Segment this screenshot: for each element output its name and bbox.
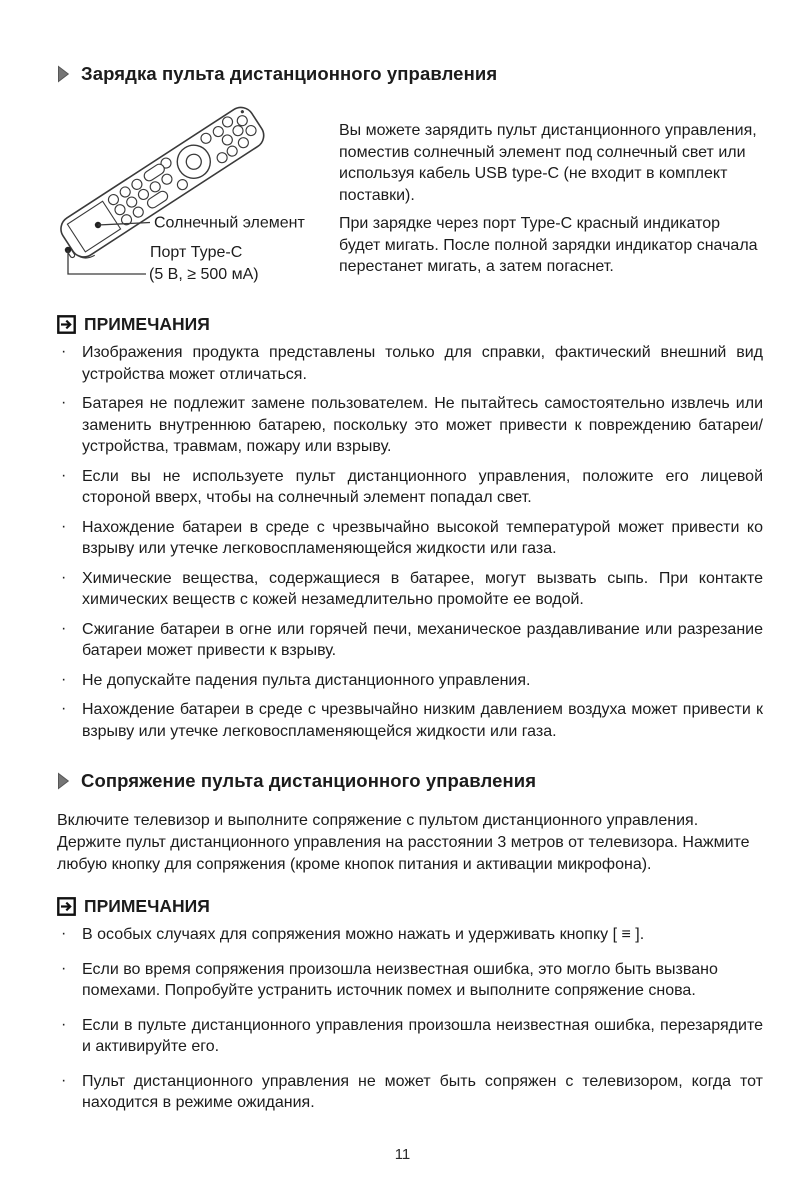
pairing-paragraph: Включите телевизор и выполните сопряжение с пультом дистанционного управления. Держите пульт дистанционного управления на расстоянии 3 метров от телевизора. Нажмите любую кнопку для сопряжения (кроме кнопок питания и активации микрофона). bbox=[57, 812, 750, 873]
pairing-notes-list bbox=[57, 924, 763, 1114]
bullet-marker: · bbox=[61, 394, 67, 411]
note-text: Нахождение батареи в среде с чрезвычайно низким давлением воздуха может привести к взрыву или утечке легковоспламеняющейся жидкости или газа. bbox=[82, 701, 763, 740]
section-marker-icon bbox=[57, 772, 70, 790]
port-spec-label: (5 В, ≥ 500 мА) bbox=[149, 266, 259, 283]
bullet-marker: · bbox=[61, 343, 67, 360]
bullet-marker: · bbox=[61, 959, 67, 977]
section-charging bbox=[57, 63, 763, 742]
bullet-marker: · bbox=[61, 1015, 67, 1033]
bullet-marker: · bbox=[61, 1071, 67, 1089]
note-text: Если вы не используете пульт дистанционного управления, положите его лицевой стороной вверх, чтобы на солнечный элемент попадал свет. bbox=[82, 467, 763, 506]
note-text: Изображения продукта представлены только для справки, фактический внешний вид устройства может отличаться. bbox=[82, 344, 763, 383]
port-label: Порт Type-C bbox=[150, 244, 243, 261]
remote-control-drawing bbox=[52, 102, 270, 266]
charging-paragraph-1: Вы можете зарядить пульт дистанционного управления, поместив солнечный элемент под солнечный свет или используя кабель USB type-C (не входит в комплект поставки). bbox=[339, 122, 757, 204]
note-item bbox=[57, 1071, 763, 1114]
remote-control-figure bbox=[50, 99, 330, 294]
charging-description bbox=[330, 99, 763, 294]
section-title: Зарядка пульта дистанционного управления bbox=[81, 63, 498, 84]
note-item bbox=[57, 393, 763, 458]
section-charging-header bbox=[57, 63, 763, 85]
notes-header bbox=[57, 896, 763, 917]
page-number: 11 bbox=[394, 1146, 411, 1163]
note-text: Если во время сопряжения произошла неизвестная ошибка, это могло быть вызвано помехами. Попробуйте устранить источник помех и выполните сопряжение снова. bbox=[82, 960, 718, 999]
note-text: Батарея не подлежит замене пользователем. Не пытайтесь самостоятельно извлечь или заменить внутреннюю батарею, поскольку это может привести к повреждению батареи/устройства, травмам, пожару или взрыву. bbox=[82, 395, 763, 455]
note-text: Если в пульте дистанционного управления произошла неизвестная ошибка, перезарядите и активируйте его. bbox=[82, 1016, 763, 1055]
note-text: Не допускайте падения пульта дистанционного управления. bbox=[82, 671, 531, 689]
note-icon bbox=[57, 897, 76, 916]
notes-title: ПРИМЕЧАНИЯ bbox=[84, 896, 210, 916]
bullet-marker: · bbox=[61, 700, 67, 717]
bullet-marker: · bbox=[61, 925, 67, 942]
section-title: Сопряжение пульта дистанционного управления bbox=[81, 770, 537, 791]
note-item bbox=[57, 517, 763, 560]
bullet-marker: · bbox=[61, 568, 67, 586]
note-item bbox=[57, 1015, 763, 1058]
note-text: Пульт дистанционного управления не может быть сопряжен с телевизором, когда тот находится в режиме ожидания. bbox=[82, 1072, 763, 1111]
section-pairing-header bbox=[57, 770, 763, 792]
charging-notes-block bbox=[57, 314, 763, 742]
note-text: Сжигание батареи в огне или горячей печи, механическое раздавливание или разрезание батареи может привести к взрыву. bbox=[82, 620, 763, 659]
bullet-marker: · bbox=[61, 619, 67, 637]
note-item bbox=[57, 699, 763, 742]
note-text: Химические вещества, содержащиеся в батарее, могут вызвать сыпь. При контакте химических веществ с кожей незамедлительно промойте ее водой. bbox=[82, 569, 763, 608]
note-item bbox=[57, 568, 763, 611]
note-item bbox=[57, 466, 763, 509]
pairing-notes-block bbox=[57, 896, 763, 1114]
note-text: В особых случаях для сопряжения можно нажать и удерживать кнопку [ ≡ ]. bbox=[82, 926, 645, 943]
note-item bbox=[57, 342, 763, 385]
bullet-marker: · bbox=[61, 670, 67, 688]
charging-paragraph-2: При зарядке через порт Type-C красный индикатор будет мигать. После полной зарядки индикатор сначала перестанет мигать, а затем погаснет. bbox=[339, 215, 758, 275]
section-marker-icon bbox=[57, 65, 70, 83]
note-icon bbox=[57, 315, 76, 334]
note-item bbox=[57, 924, 763, 946]
charging-figure-row bbox=[50, 99, 763, 294]
note-text: Нахождение батареи в среде с чрезвычайно высокой температурой может привести ко взрыву или утечке легковоспламеняющейся жидкости или газа. bbox=[82, 518, 763, 557]
bullet-marker: · bbox=[61, 466, 67, 484]
note-item bbox=[57, 619, 763, 662]
notes-header bbox=[57, 314, 763, 335]
section-pairing bbox=[57, 770, 763, 1114]
charging-notes-list bbox=[57, 342, 763, 742]
notes-title: ПРИМЕЧАНИЯ bbox=[84, 314, 210, 334]
solar-label: Солнечный элемент bbox=[154, 214, 305, 232]
note-item bbox=[57, 959, 763, 1002]
bullet-marker: · bbox=[61, 517, 67, 535]
note-item bbox=[57, 670, 763, 692]
